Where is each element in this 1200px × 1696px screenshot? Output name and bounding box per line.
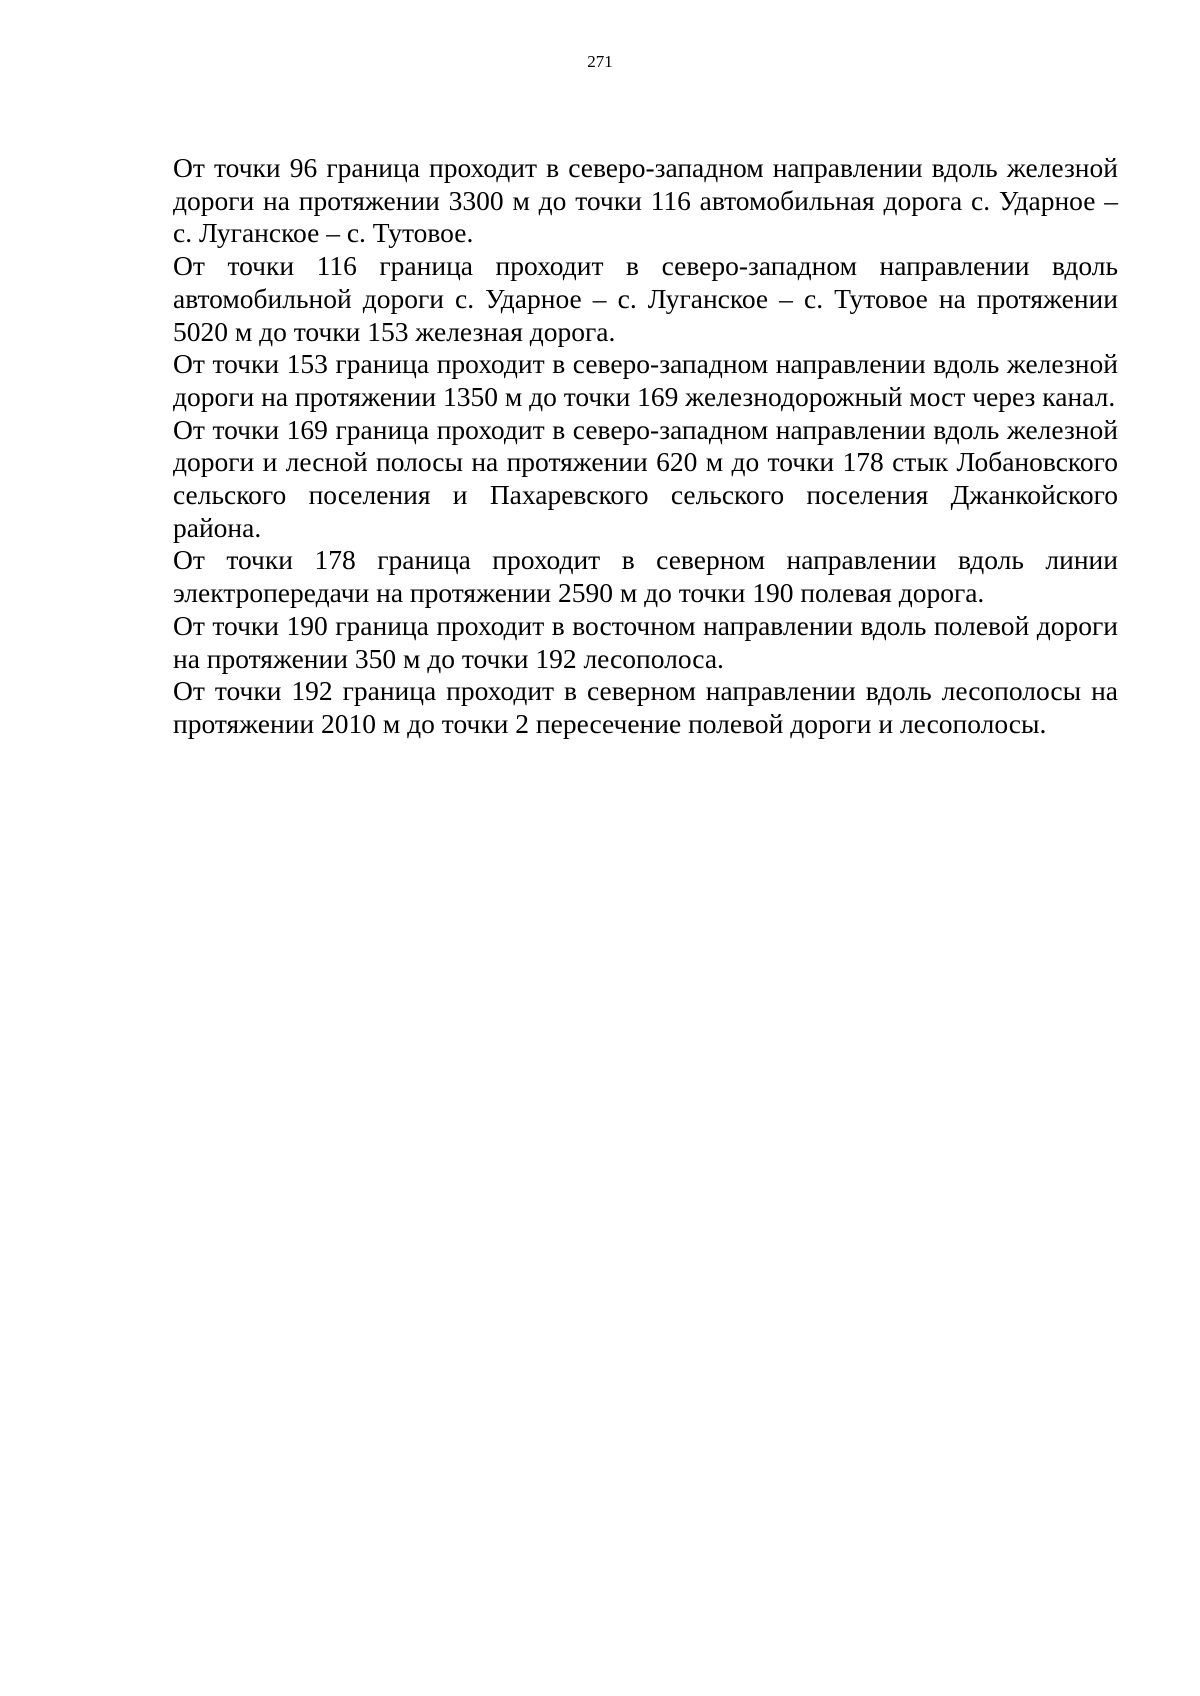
paragraph: От точки 169 граница проходит в северо-западном направлении вдоль железной дороги и лесной полосы на протяжении 620 м до точки 178 стык Лобановского сельского поселения и Пахаревского сельского поселения Джанкойского района. xyxy=(173,413,1118,543)
paragraph: От точки 190 граница проходит в восточном направлении вдоль полевой дороги на протяжении 350 м до точки 192 лесополоса. xyxy=(173,609,1118,674)
paragraph: От точки 96 граница проходит в северо-западном направлении вдоль железной дороги на протяжении 3300 м до точки 116 автомобильная дорога с. Ударное – с. Луганское – с. Тутовое. xyxy=(173,152,1118,249)
page-number: 271 xyxy=(587,52,613,71)
paragraph: От точки 153 граница проходит в северо-западном направлении вдоль железной дороги на протяжении 1350 м до точки 169 железнодорожный мост через канал. xyxy=(173,348,1118,412)
paragraph: От точки 116 граница проходит в северо-западном направлении вдоль автомобильной дороги с. Ударное – с. Луганское – с. Тутовое на протяжении 5020 м до точки 153 железная дорога. xyxy=(173,250,1118,347)
paragraph: От точки 192 граница проходит в северном направлении вдоль лесополосы на протяжении 2010 м до точки 2 пересечение полевой дороги и лесополосы. xyxy=(173,675,1118,739)
document-body xyxy=(173,152,1118,741)
paragraph: От точки 178 граница проходит в северном направлении вдоль линии электропередачи на протяжении 2590 м до точки 190 полевая дорога. xyxy=(173,544,1118,609)
